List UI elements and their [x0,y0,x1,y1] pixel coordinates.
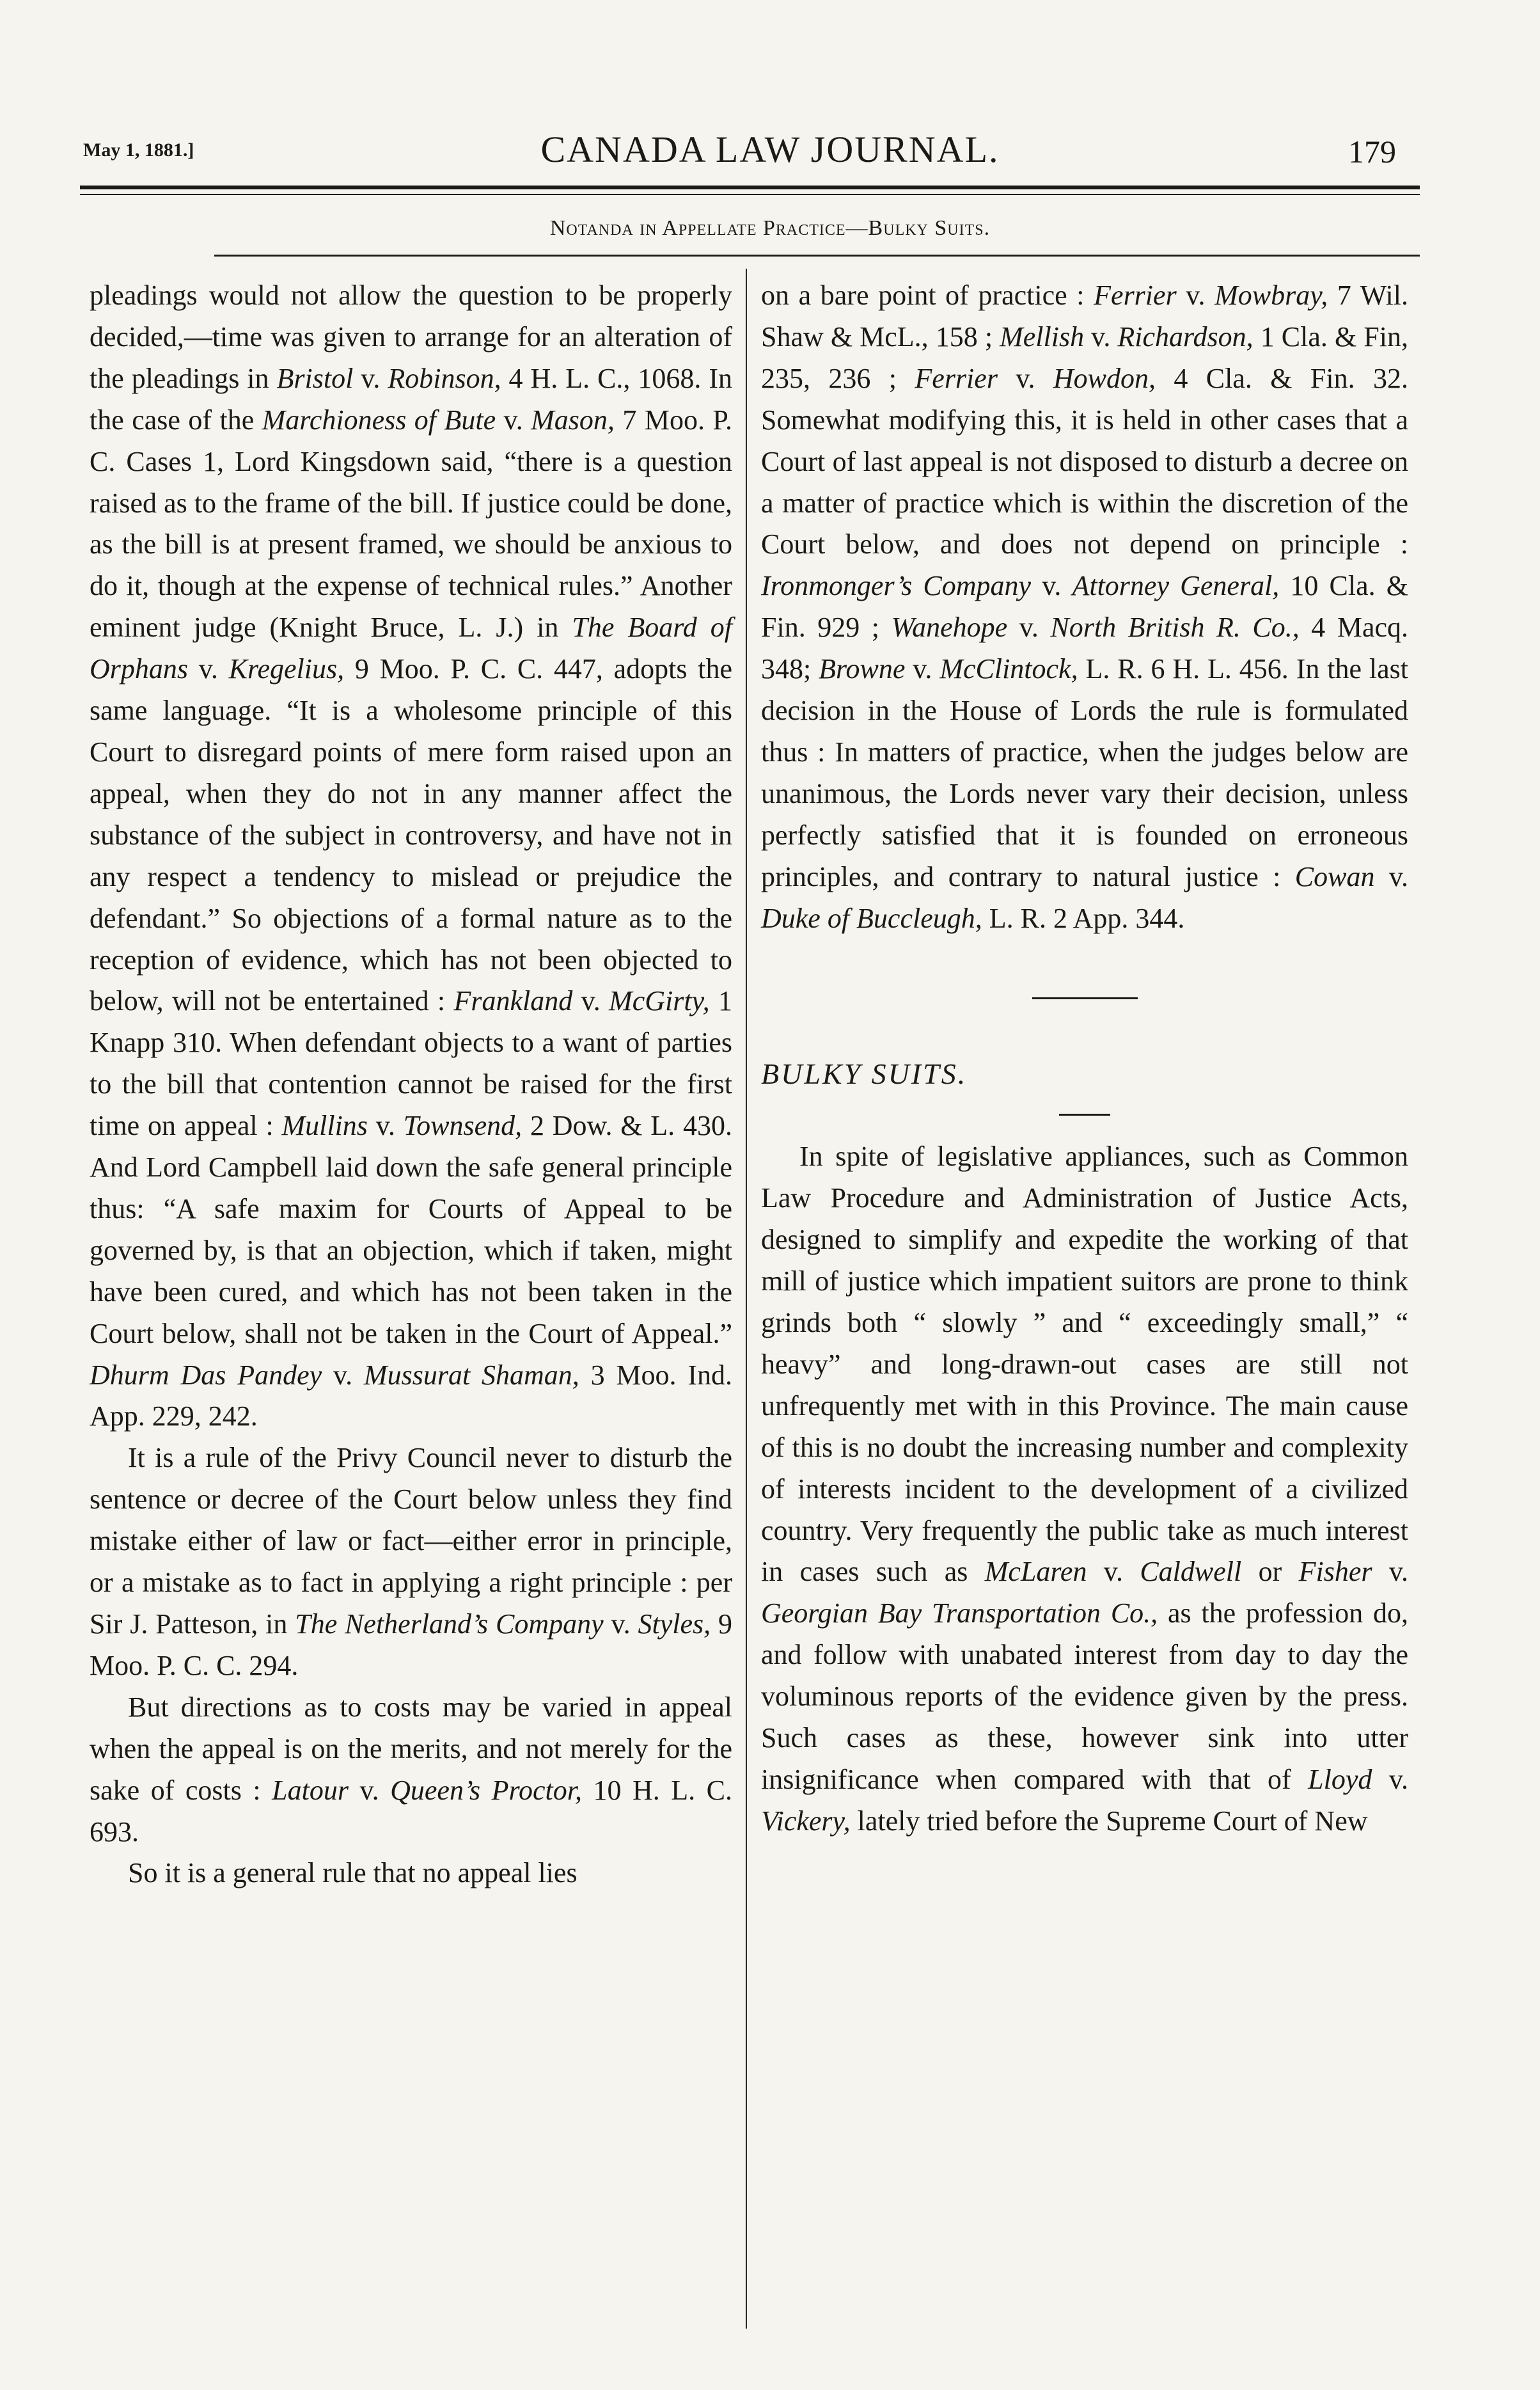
case-name-italic: Ferrier [1094,280,1177,311]
section-title: Notanda in Appellate Practice—Bulky Suits. [549,216,991,240]
case-name-italic: Ferrier [915,362,998,394]
case-name-italic: Queen’s Proctor, [390,1774,582,1806]
case-name-italic: Duke of Buccleugh, [761,902,982,934]
header-rule-thick [80,186,1420,189]
page-number: 179 [1348,134,1396,170]
text-run: 3 Moo. Ind. App. 229, 242. [90,1359,732,1432]
text-run: v. [496,404,531,436]
case-name-italic: Ironmonger’s Company [761,570,1032,602]
column-divider [746,269,747,2329]
left-column [90,275,732,1894]
left-paragraph-2 [90,1437,732,1686]
text-run: pleadings would not allow the question to be properly decided,—time was given to arrange for an alteration of the pleadings in [90,280,732,394]
text-run: 9 Moo. P. C. C. 447, adopts the same language. “It is a wholesome principle of this Court to disregard points of mere form raised upon an appeal, when they do not in any manner affect the substance of the subject in controversy, and have not in any respect a tendency to mislead or prejudice the defendant.” So objections of a formal nature as to the reception of evidence, which has not been objected to below, will not be entertained : [90,653,732,1017]
text-run: 10 Cla. & Fin. 929 ; [761,570,1408,644]
header-rule-thin [80,194,1420,195]
text-run: 7 Moo. P. C. Cases 1, Lord Kingsdown said, “there is a question raised as to the frame of the bill. If justice could be done, as the bill is at present framed, we should be anxious to do it, though at the expense of technical rules.” Another eminent judge (Knight Bruce, L. J.) in [90,404,733,644]
text-run: on a bare point of practice : [761,280,1094,311]
section-title-rule [214,255,1420,257]
case-name-italic: Attorney General, [1072,570,1280,602]
text-run: v. [1374,860,1408,892]
text-run: L. R. 6 H. L. 456. In the last decision in the House of Lords the rule is formulated thus : In matters of practice, when the judges below are unanimous, the Lords never vary their decision, unless perfectly satisfied that it is founded on erroneous principles, and contrary to natural justice : [761,653,1408,892]
case-name-italic: Wanehope [891,612,1008,644]
text-run: 10 H. L. C. 693. [90,1774,733,1848]
case-name-italic: Mason, [531,404,615,436]
case-name-italic: Frankland [453,985,573,1017]
text-run: 9 Moo. P. C. C. 294. [90,1608,733,1681]
case-name-italic: McLaren [984,1556,1087,1588]
text-run: v. [603,1608,638,1640]
text-run: 4 Macq. 348; [761,612,1409,685]
case-name-italic: Caldwell [1140,1556,1242,1588]
right-column [761,275,1408,1842]
text-run: v. [188,653,229,685]
text-run: or [1241,1556,1299,1588]
case-name-italic: Townsend, [403,1110,522,1142]
case-name-italic: Mussurat Shaman, [363,1359,579,1391]
case-name-italic: North British R. Co., [1050,612,1300,644]
case-name-italic: Styles, [638,1608,711,1640]
text-run: v. [572,985,609,1017]
case-name-italic: Vickery, [761,1805,851,1837]
article-heading: BULKY SUITS. [761,1057,968,1090]
case-name-italic: Fisher [1298,1556,1372,1588]
case-name-italic: Richardson, [1117,321,1253,352]
text-run: 1 Cla. & Fin, 235, 236 ; [761,321,1408,394]
text-run: 1 Knapp 310. When defendant objects to a want of parties to the bill that contention cannot be raised for the first time on appeal : [90,985,733,1142]
text-run: v. [367,1110,404,1142]
text-run: v. [1087,1556,1140,1588]
text-run: v. [1176,280,1215,311]
case-name-italic: Howdon, [1053,362,1156,394]
text-run: v. [322,1359,364,1391]
text-run: lately tried before the Supreme Court of New [850,1805,1368,1837]
left-paragraph-1 [90,275,732,1437]
text-run: v. [1372,1764,1408,1795]
case-name-italic: Dhurm Das Pandey [90,1359,322,1391]
text-run: 4 H. L. C., 1068. In the case of the [90,362,732,436]
text-run: It is a rule of the Privy Council never to disturb the sentence or decree of the Court below unless they find mistake either of law or fact—either error in principle, or a mistake as to fact in applying a right principle : per Sir J. Patteson, in [90,1442,732,1640]
article-paragraph [761,1136,1408,1842]
text-run: as the profession do, and follow with unabated interest from day to day the voluminous reports of the evidence given by the press. Such cases as these, however sink into utter insignificance when compared with that of [761,1597,1408,1795]
text-run: v. [1372,1556,1408,1588]
text-run: v. [353,362,388,394]
text-run: L. R. 2 App. 344. [982,902,1185,934]
case-name-italic: Browne [819,653,906,685]
case-name-italic: Mellish [1000,321,1085,352]
case-name-italic: Cowan [1294,860,1375,892]
case-name-italic: Latour [272,1774,349,1806]
text-run: v. [1084,321,1118,352]
case-name-italic: McGirty, [609,985,710,1017]
case-name-italic: The Netherland’s Company [295,1608,604,1640]
case-name-italic: McClintock, [939,653,1078,685]
case-name-italic: Marchioness of Bute [262,404,496,436]
journal-title: CANADA LAW JOURNAL. [540,129,1000,170]
text-run: 4 Cla. & Fin. 32. Somewhat modifying this, it is held in other cases that a Court of last appeal is not disposed to disturb a decree on a matter of practice which is within the discretion of the Court below, and does not depend on principle : [761,362,1408,560]
case-name-italic: Kregelius, [228,653,345,685]
left-paragraph-4 [90,1853,732,1894]
text-run: v. [905,653,940,685]
text-run: 7 Wil. Shaw & McL., 158 ; [761,280,1408,352]
right-paragraph-continued [761,275,1408,940]
case-name-italic: Robinson, [388,362,501,394]
text-run: v. [1031,570,1072,602]
text-run: v. [1007,612,1051,644]
text-run: In spite of legislative appliances, such as Common Law Procedure and Administration of Justice Acts, designed to simplify and expedite the working of that mill of justice which impatient suitors are prone to think grinds both “ slowly ” and “ exceedingly small,” “ heavy” and long-drawn-out cases are still not unfrequently met with in this Province. The main cause of this is no doubt the increasing number and complexity of interests incident to the development of a civilized country. Very frequently the public take as much interest in cases such as [761,1141,1408,1588]
case-name-italic: Lloyd [1308,1764,1372,1795]
case-name-italic: Georgian Bay Transportation Co., [761,1597,1158,1629]
case-name-italic: Mowbray, [1214,280,1328,311]
text-run: v. [997,362,1053,394]
case-name-italic: Mullins [281,1110,368,1142]
left-paragraph-3 [90,1687,732,1853]
text-run: 2 Dow. & L. 430. And Lord Campbell laid down the safe general principle thus: “A safe maxim for Courts of Appeal to be governed by, is that an objection, which if taken, might have been cured, and which has not been taken in the Court below, shall not be taken in the Court of Appeal.” [90,1110,732,1349]
text-run: So it is a general rule that no appeal lies [128,1857,578,1889]
issue-date: May 1, 1881.] [83,139,194,161]
text-run: But directions as to costs may be varied in appeal when the appeal is on the merits, and not merely for the sake of costs : [90,1691,732,1806]
case-name-italic: Bristol [276,362,354,394]
case-name-italic: The Board of Orphans [90,612,732,685]
text-run: v. [348,1774,391,1806]
